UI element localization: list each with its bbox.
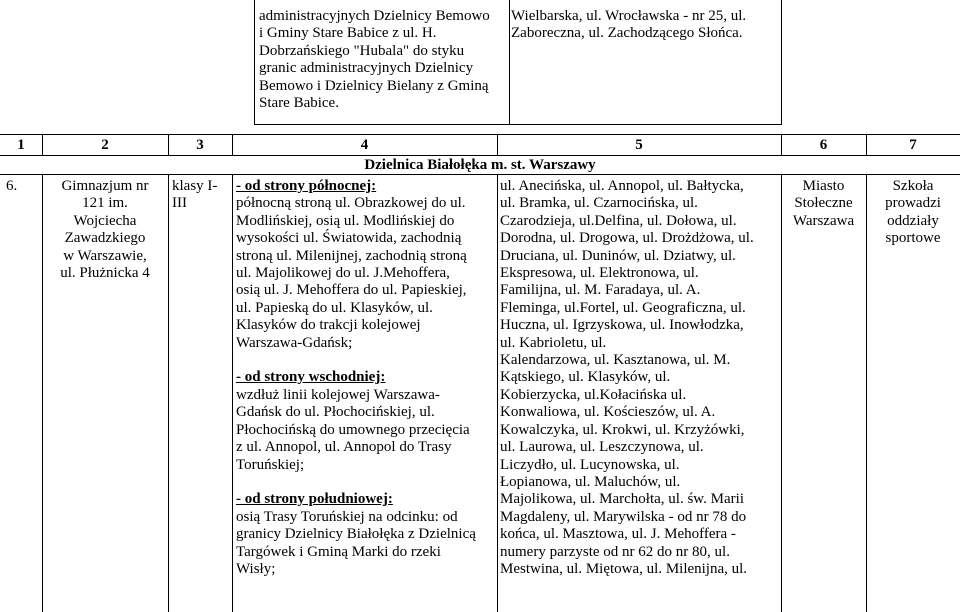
school-line: Zawadzkiego: [64, 230, 146, 247]
boundary-line: ul. Papieską do ul. Klasyków, ul.: [236, 299, 433, 316]
header-bottom-border: [0, 155, 960, 156]
header-col-6: 6: [819, 137, 828, 153]
row-divider-4: [497, 174, 498, 612]
remarks-line: sportowe: [885, 230, 941, 247]
authority-cell: [781, 178, 866, 230]
boundary-line: z ul. Annopol, ul. Annopol do Trasy: [236, 439, 452, 456]
table-top-border: [0, 134, 960, 135]
street-line: Majolikowa, ul. Marchołta, ul. św. Marii: [500, 491, 744, 508]
header-col-3: 3: [196, 137, 204, 153]
district-title: Dzielnica Białołęka m. st. Warszawy: [364, 157, 596, 173]
top-bottom-border: [254, 124, 782, 125]
street-line: Kowalczyka, ul. Krokwi, ul. Krzyżówki,: [500, 421, 745, 438]
boundary-line: Gdańsk do ul. Płochocińskiej, ul.: [236, 404, 435, 421]
boundary-line: osią Trasy Toruńskiej na odcinku: od: [236, 508, 458, 525]
boundary-line: stroną ul. Milenijnej, zachodnią stroną: [236, 247, 467, 264]
top-col3-text: [259, 8, 490, 112]
school-cell: [42, 178, 168, 282]
top-right-border: [781, 0, 782, 125]
boundary-line: Modlińskiej, osią ul. Modlińskiej do: [236, 212, 455, 229]
row-divider-2: [168, 174, 169, 612]
street-line: końca, ul. Masztowa, ul. J. Mehoffera -: [500, 526, 736, 543]
boundary-line: Toruńskiej;: [236, 456, 305, 473]
boundary-line: północną stroną ul. Obrazkowej do ul.: [236, 195, 466, 212]
school-line: ul. Płużnicka 4: [60, 265, 150, 282]
school-line: Wojciecha: [73, 212, 137, 229]
top-col4-text: [511, 8, 746, 43]
top-col3-line: Stare Babice.: [259, 95, 339, 112]
top-col3-line: Dobrzańskiego "Hubala" do styku: [259, 42, 465, 59]
top-col3-line: administracyjnych Dzielnicy Bemowo: [259, 8, 490, 24]
row-divider-5: [781, 174, 782, 612]
street-line: Dorodna, ul. Drogowa, ul. Drożdżowa, ul.: [500, 230, 754, 247]
street-line: Huczna, ul. Igrzyskowa, ul. Inowłodzka,: [500, 317, 744, 334]
school-line: w Warszawie,: [63, 247, 147, 264]
street-line: ul. Anecińska, ul. Annopol, ul. Bałtycka,: [500, 178, 744, 194]
street-line: Ekspresowa, ul. Elektronowa, ul.: [500, 265, 699, 282]
top-col4-line: Zaboreczna, ul. Zachodzącego Słońca.: [511, 25, 743, 42]
header-col-5: 5: [635, 137, 643, 153]
top-col3-line: Bemowo i Dzielnicy Bielany z Gminą: [259, 77, 489, 94]
boundaries-cell: [236, 178, 476, 578]
top-mid-border: [509, 0, 510, 125]
boundary-line: ul. Majolikowej do ul. J.Mehoffera,: [236, 265, 450, 282]
remarks-line: prowadzi: [885, 195, 941, 212]
boundary-line: [236, 352, 476, 369]
street-line: ul. Kabrioletu, ul.: [500, 334, 607, 351]
remarks-line: Szkoła: [892, 178, 934, 194]
row-number: 6.: [6, 178, 18, 194]
authority-line: Miasto: [802, 178, 845, 194]
street-line: Druciana, ul. Duninów, ul. Dziatwy, ul.: [500, 247, 736, 264]
boundary-line: Warszawa-Gdańsk;: [236, 334, 353, 351]
street-line: Łopianowa, ul. Maluchów, ul.: [500, 473, 681, 490]
street-line: Liczydło, ul. Lucynowska, ul.: [500, 456, 680, 473]
street-line: Magdaleny, ul. Marywilska - od nr 78 do: [500, 508, 747, 525]
street-line: Czarodzieja, ul.Delfina, ul. Dołowa, ul.: [500, 212, 737, 229]
school-line: 121 im.: [82, 195, 128, 212]
boundary-line: Targówek i Gminą Marki do rzeki: [236, 543, 441, 560]
header-col-1: 1: [17, 137, 25, 153]
boundary-line: granicy Dzielnicy Białołęka z Dzielnicą: [236, 526, 476, 543]
street-line: ul. Bramka, ul. Czarnocińska, ul.: [500, 195, 698, 212]
classes-line: klasy I-: [172, 178, 218, 194]
street-line: Kątskiego, ul. Klasyków, ul.: [500, 369, 671, 386]
remarks-line: oddziały: [887, 212, 939, 229]
street-line: Fleminga, ul.Fortel, ul. Geograficzna, ul.: [500, 299, 746, 316]
header-col-2: 2: [101, 137, 109, 153]
boundary-line: [236, 474, 476, 491]
authority-line: Warszawa: [792, 212, 855, 229]
boundary-line: - od strony północnej:: [236, 178, 377, 194]
boundary-line: wysokości ul. Światowida, zachodnią: [236, 230, 462, 247]
street-line: numery parzyste od nr 62 do nr 80, ul.: [500, 543, 730, 560]
top-col3-line: granic administracyjnych Dzielnicy: [259, 60, 474, 77]
top-col4-line: Wielbarska, ul. Wrocławska - nr 25, ul.: [511, 8, 747, 24]
street-line: ul. Laurowa, ul. Leszczynowa, ul.: [500, 439, 704, 456]
school-line: Gimnazjum nr: [61, 178, 149, 194]
boundary-line: osią ul. J. Mehoffera do ul. Papieskiej,: [236, 282, 467, 299]
header-col-7: 7: [909, 137, 917, 153]
boundary-line: - od strony południowej:: [236, 491, 393, 508]
boundary-line: Płochocińską do umownego przecięcia: [236, 421, 470, 438]
row-divider-3: [232, 174, 233, 612]
classes-line: III: [172, 195, 187, 212]
street-line: Familijna, ul. M. Faradaya, ul. A.: [500, 282, 701, 299]
boundary-line: wzdłuż linii kolejowej Warszawa-: [236, 386, 440, 403]
header-col-4: 4: [360, 137, 369, 153]
remarks-cell: [866, 178, 960, 248]
top-col3-line: i Gminy Stare Babice z ul. H.: [259, 25, 437, 42]
street-line: Mestwina, ul. Miętowa, ul. Milenijna, ul.: [500, 560, 748, 577]
street-line: Kobierzycka, ul.Kołacińska ul.: [500, 386, 687, 403]
boundary-line: Wisły;: [236, 560, 276, 577]
classes-cell: [172, 178, 217, 213]
boundary-line: - od strony wschodniej:: [236, 369, 386, 386]
street-line: Kalendarzowa, ul. Kasztanowa, ul. M.: [500, 352, 731, 369]
top-left-border: [254, 0, 255, 125]
authority-line: Stołeczne: [794, 195, 853, 212]
streets-cell: [500, 178, 754, 578]
street-line: Konwaliowa, ul. Kościeszów, ul. A.: [500, 404, 716, 421]
boundary-line: Klasyków do trakcji kolejowej: [236, 317, 421, 334]
